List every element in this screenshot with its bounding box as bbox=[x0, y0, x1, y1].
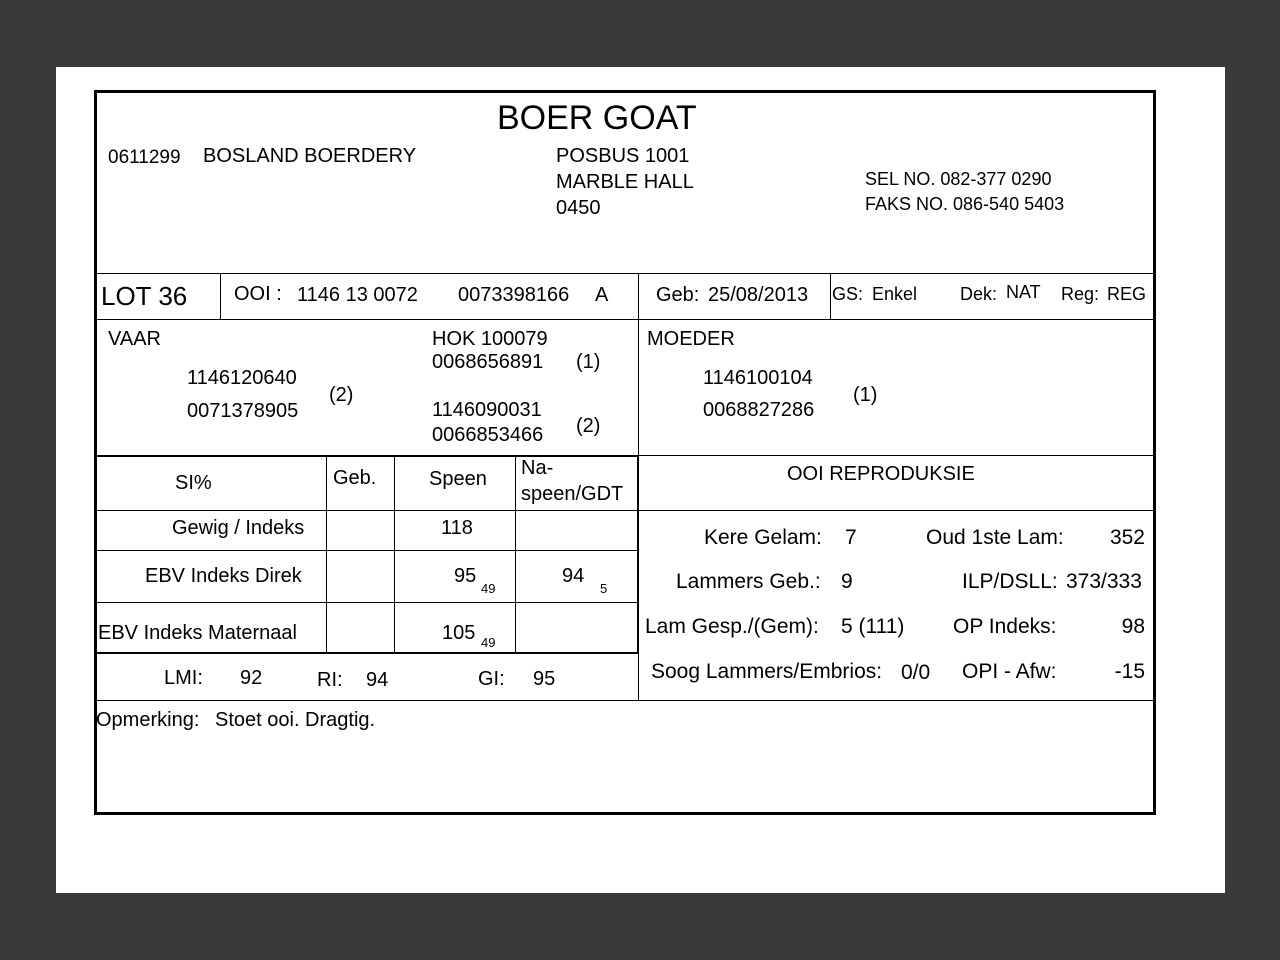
divider bbox=[96, 510, 1154, 511]
reg-value: REG bbox=[1107, 284, 1147, 304]
sire-count: (2) bbox=[329, 384, 354, 406]
sire-label: VAAR bbox=[108, 328, 161, 350]
lmi-value: 92 bbox=[240, 667, 263, 689]
dam-label: MOEDER bbox=[647, 328, 735, 350]
address-line: POSBUS 1001 bbox=[556, 145, 690, 167]
remarks-label: Opmerking: bbox=[96, 709, 200, 731]
speen-value: 105 bbox=[442, 622, 476, 644]
ilp-value: 373/333 bbox=[1066, 570, 1142, 593]
ewe-id: 1146 13 0072 bbox=[297, 284, 418, 306]
lot-number: LOT 36 bbox=[101, 281, 188, 311]
dek-label: Dek: bbox=[960, 284, 998, 304]
gesp-label: Lam Gesp./(Gem): bbox=[645, 615, 819, 638]
dam-reg: 0068827286 bbox=[703, 399, 815, 421]
lammers-label: Lammers Geb.: bbox=[676, 570, 821, 593]
opi-value: -15 bbox=[1114, 660, 1145, 683]
op-label: OP Indeks: bbox=[953, 615, 1057, 638]
sire-dam-reg: 0066853466 bbox=[432, 424, 544, 446]
dam-id: 1146100104 bbox=[703, 367, 813, 389]
si-header: SI% bbox=[175, 472, 212, 494]
gs-label: GS: bbox=[832, 284, 864, 304]
breeder-number: 0611299 bbox=[108, 147, 181, 168]
oud-label: Oud 1ste Lam: bbox=[926, 526, 1064, 549]
sire-id: 1146120640 bbox=[187, 367, 297, 389]
ri-label: RI: bbox=[317, 669, 343, 691]
gi-value: 95 bbox=[533, 668, 556, 690]
dek-value: NAT bbox=[1006, 282, 1041, 302]
divider bbox=[96, 455, 638, 457]
hok-number: HOK 100079 bbox=[432, 328, 548, 350]
lammers-value: 9 bbox=[841, 570, 853, 593]
sire-sire-count: (1) bbox=[576, 351, 601, 373]
kere-label: Kere Gelam: bbox=[704, 526, 822, 549]
naspeen-header: Na- bbox=[521, 457, 554, 479]
ilp-label: ILP/DSLL: bbox=[962, 570, 1058, 593]
reproduction-title: OOI REPRODUKSIE bbox=[787, 463, 975, 485]
op-value: 98 bbox=[1121, 615, 1145, 638]
divider bbox=[830, 273, 831, 319]
geb-header: Geb. bbox=[333, 467, 377, 489]
speen-accuracy: 49 bbox=[481, 635, 496, 650]
divider bbox=[96, 550, 638, 551]
soog-value: 0/0 bbox=[901, 661, 931, 684]
row-label: EBV Indeks Maternaal bbox=[98, 622, 297, 644]
oud-value: 352 bbox=[1109, 526, 1145, 549]
speen-accuracy: 49 bbox=[481, 581, 496, 596]
naspeen-accuracy: 5 bbox=[600, 581, 608, 596]
divider bbox=[326, 456, 327, 652]
breeder-name: BOSLAND BOERDERY bbox=[203, 145, 417, 167]
card-title: BOER GOAT bbox=[497, 99, 697, 137]
lmi-label: LMI: bbox=[164, 667, 203, 689]
ewe-label: OOI : bbox=[234, 283, 282, 305]
naspeen-value: 94 bbox=[562, 565, 585, 587]
cell-number: SEL NO. 082-377 0290 bbox=[865, 169, 1052, 189]
divider bbox=[96, 319, 1154, 320]
speen-value: 95 bbox=[454, 565, 477, 587]
address-line: 0450 bbox=[556, 197, 601, 219]
speen-value: 118 bbox=[441, 517, 473, 539]
gi-label: GI: bbox=[478, 668, 505, 690]
ewe-reg: 0073398166 bbox=[458, 284, 570, 306]
divider bbox=[515, 456, 516, 652]
divider bbox=[96, 700, 1154, 701]
gs-value: Enkel bbox=[872, 284, 918, 304]
birth-label: Geb: bbox=[656, 284, 700, 306]
speen-header: Speen bbox=[429, 468, 487, 490]
birth-date: 25/08/2013 bbox=[708, 284, 809, 306]
remarks-text: Stoet ooi. Dragtig. bbox=[215, 709, 376, 731]
ri-value: 94 bbox=[366, 669, 389, 691]
divider bbox=[96, 273, 1154, 274]
divider bbox=[96, 652, 638, 654]
divider bbox=[220, 273, 221, 319]
reg-label: Reg: bbox=[1061, 284, 1100, 304]
sire-dam-id: 1146090031 bbox=[432, 399, 542, 421]
divider bbox=[96, 602, 638, 603]
soog-label: Soog Lammers/Embrios: bbox=[651, 660, 883, 683]
sire-sire-reg: 0068656891 bbox=[432, 351, 544, 373]
row-label: EBV Indeks Direk bbox=[145, 565, 302, 587]
dam-count: (1) bbox=[853, 384, 878, 406]
fax-number: FAKS NO. 086-540 5403 bbox=[865, 194, 1065, 214]
naspeen-header: speen/GDT bbox=[521, 483, 624, 505]
gesp-value: 5 (111) bbox=[841, 615, 905, 638]
divider bbox=[638, 455, 1154, 456]
address-line: MARBLE HALL bbox=[556, 171, 694, 193]
opi-label: OPI - Afw: bbox=[962, 660, 1057, 683]
sire-dam-count: (2) bbox=[576, 415, 601, 437]
divider bbox=[394, 456, 395, 652]
sire-reg: 0071378905 bbox=[187, 400, 299, 422]
kere-value: 7 bbox=[845, 526, 857, 549]
divider bbox=[637, 455, 639, 653]
ewe-grade: A bbox=[595, 284, 609, 306]
row-label: Gewig / Indeks bbox=[172, 517, 305, 539]
